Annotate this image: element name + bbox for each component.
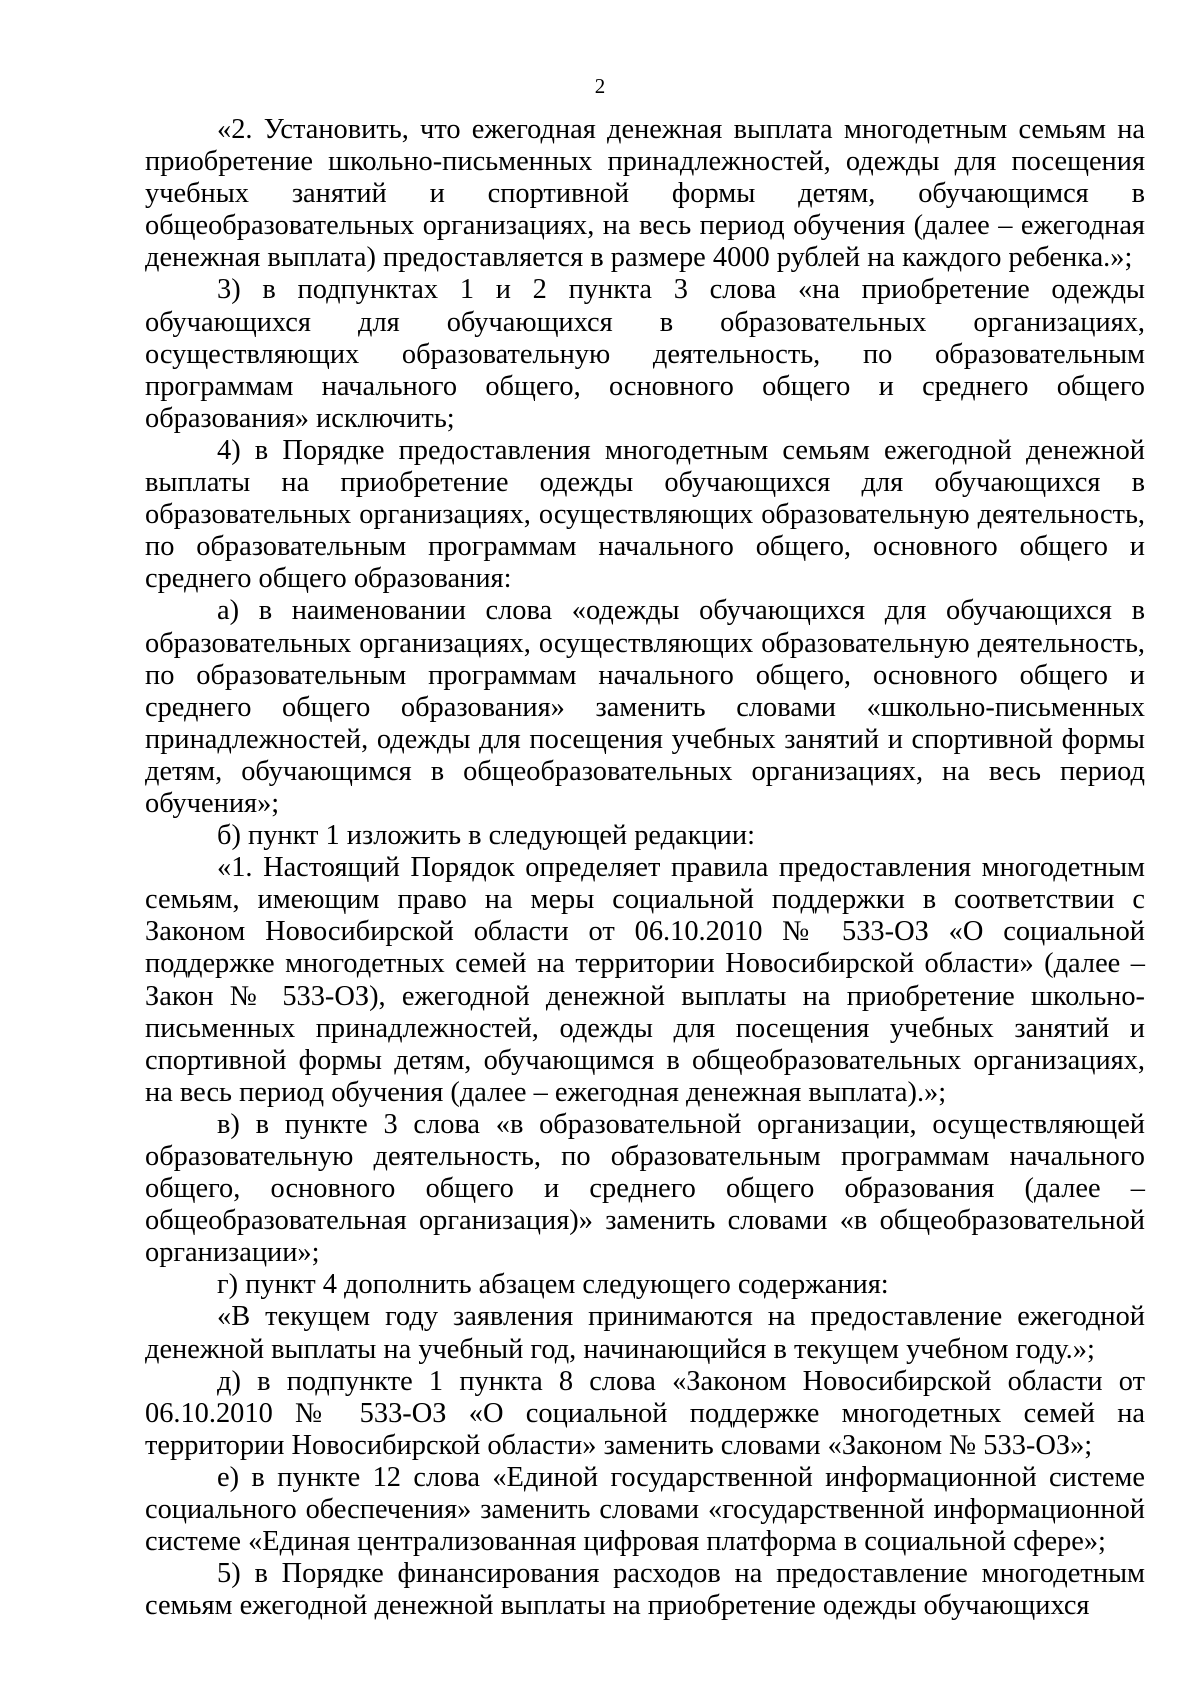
paragraph-subclause-4b: б) пункт 1 изложить в следующей редакции: <box>217 820 755 852</box>
paragraph-item-2-wording: «2. Установить, что ежегодная денежная выплата многодетным семьям на приобретение школьно-письменных принадлежностей, одежды для посещения учебных занятий и спортивной формы детям, обучающимся в общеобразовательных организациях, на весь период обучения (далее – ежегодная денежная выплата) предоставляется в размере 4000 рублей на каждого ребенка.»; <box>145 114 1145 274</box>
paragraph-subclause-3: 3) в подпунктах 1 и 2 пункта 3 слова «на приобретение одежды обучающихся для обучающихся в образовательных организациях, осуществляющих образовательную деятельность, по образовательным программам начального общего, основного общего и среднего общего образования» исключить; <box>145 274 1145 434</box>
paragraph-subclause-4: 4) в Порядке предоставления многодетным семьям ежегодной денежной выплаты на приобретение одежды обучающихся для обучающихся в образовательных организациях, осуществляющих образовательную деятельность, по образовательным программам начального общего, основного общего и среднего общего образования: <box>145 434 1145 595</box>
page-number: 2 <box>594 74 606 98</box>
paragraph-subclause-4g: г) пункт 4 дополнить абзацем следующего содержания: <box>217 1269 889 1301</box>
paragraph-subclause-5: 5) в Порядке финансирования расходов на предоставление многодетным семьям ежегодной денежной выплаты на приобретение одежды обучающихся <box>145 1558 1145 1622</box>
paragraph-item-4-addition: «В текущем году заявления принимаются на предоставление ежегодной денежной выплаты на учебный год, начинающийся в текущем учебном году.»; <box>145 1301 1145 1365</box>
document-body <box>145 114 1145 1622</box>
paragraph-subclause-4a: а) в наименовании слова «одежды обучающихся для обучающихся в образовательных организациях, осуществляющих образовательную деятельность, по образовательным программам начального общего, основного общего и среднего общего образования» заменить словами «школьно-письменных принадлежностей, одежды для посещения учебных занятий и спортивной формы детям, обучающимся в общеобразовательных организациях, на весь период обучения»; <box>145 595 1145 819</box>
paragraph-subclause-4d: д) в подпункте 1 пункта 8 слова «Законом Новосибирской области от 06.10.2010 № 533-ОЗ «О социальной поддержке многодетных семей на территории Новосибирской области» заменить словами «Законом № 533-ОЗ»; <box>145 1365 1145 1461</box>
paragraph-subclause-4v: в) в пункте 3 слова «в образовательной организации, осуществляющей образовательную деятельность, по образовательным программам начального общего, основного общего и среднего общего образования (далее – общеобразовательная организация)» заменить словами «в общеобразовательной организации»; <box>145 1108 1145 1269</box>
paragraph-subclause-4e: е) в пункте 12 слова «Единой государственной информационной системе социального обеспечения» заменить словами «государственной информационной системе «Единая централизованная цифровая платформа в социальной сфере»; <box>145 1461 1145 1558</box>
paragraph-item-1-wording: «1. Настоящий Порядок определяет правила предоставления многодетным семьям, имеющим право на меры социальной поддержки в соответствии с Законом Новосибирской области от 06.10.2010 № 533-ОЗ «О социальной поддержке многодетных семей на территории Новосибирской области» (далее – Закон № 533-ОЗ), ежегодной денежной выплаты на приобретение школьно-письменных принадлежностей, одежды для посещения учебных занятий и спортивной формы детям, обучающимся в общеобразовательных организациях, на весь период обучения (далее – ежегодная денежная выплата).»; <box>145 852 1145 1108</box>
